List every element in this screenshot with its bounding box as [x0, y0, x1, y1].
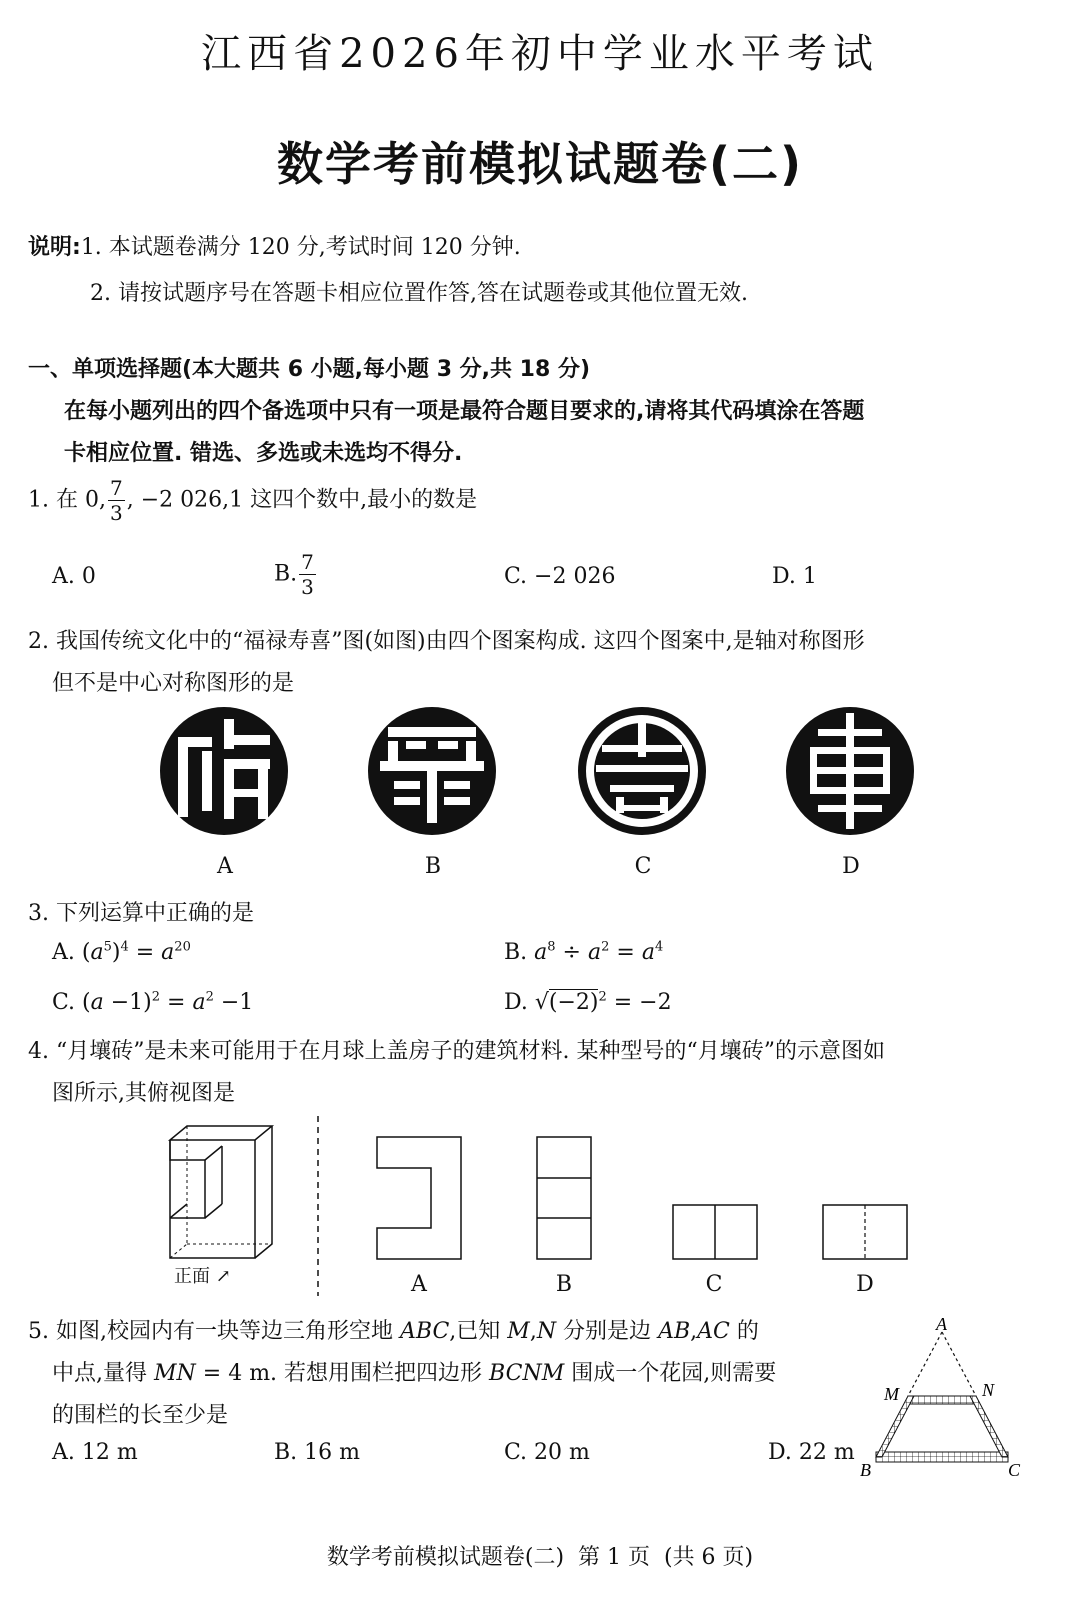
front-label: 正面 ↗ — [174, 1266, 231, 1287]
q2-label-b: B — [424, 854, 442, 879]
q3-option-c: C. $(a -1)^2 = a^2 -1$ — [52, 989, 254, 1015]
shou-emblem — [576, 705, 708, 837]
q4-label-d: D — [856, 1272, 874, 1297]
paper-title: 数学考前模拟试题卷(二) — [276, 137, 804, 191]
q5-option-c: C. 20 m — [504, 1440, 590, 1465]
notes-label: 说明: — [28, 235, 81, 260]
q1-option-a: A. 0 — [52, 564, 96, 589]
xi-emblem — [784, 705, 916, 837]
fu-emblem — [158, 705, 290, 837]
lu-emblem — [366, 705, 498, 837]
point-n: N — [982, 1380, 995, 1400]
view-d — [822, 1204, 908, 1260]
exam-title: 江西省2026年初中学业水平考试 — [201, 31, 879, 77]
vertex-a: A — [936, 1314, 947, 1334]
triangle-garden-figure — [858, 1312, 1038, 1482]
arrow-icon: ↗ — [210, 1266, 231, 1287]
q1-option-c: C. −2 026 — [504, 564, 616, 589]
q5-option-d: D. 22 m — [768, 1440, 855, 1465]
q4-label-a: A — [411, 1272, 427, 1297]
q2-line1: 2. 我国传统文化中的“福禄寿喜”图(如图)由四个图案构成. 这四个图案中,是轴对称图形 — [28, 629, 865, 654]
q2-label-a: A — [217, 854, 233, 879]
q3-stem: 3. 下列运算中正确的是 — [28, 901, 254, 926]
sqrt-sign: √ — [534, 990, 549, 1015]
section1-instr1: 在每小题列出的四个备选项中只有一项是最符合题目要求的,请将其代码填涂在答题 — [64, 399, 865, 424]
page-footer: 数学考前模拟试题卷(二) 第 1 页 (共 6 页) — [326, 1545, 754, 1570]
q5-option-b: B. 16 m — [274, 1440, 361, 1465]
q2-label-c: C — [634, 854, 652, 879]
q2-label-d: D — [842, 854, 860, 879]
q5-option-a: A. 12 m — [52, 1440, 138, 1465]
q3-option-b: B. $a^8 \div a^2 = a^4$ — [504, 939, 664, 965]
q4-line1: 4. “月壤砖”是未来可能用于在月球上盖房子的建筑材料. 某种型号的“月壤砖”的示意图如 — [28, 1039, 885, 1064]
q1-option-d: D. 1 — [772, 564, 817, 589]
view-b — [536, 1136, 592, 1260]
notes-line1 — [28, 230, 521, 261]
q5-line3: 的围栏的长至少是 — [52, 1403, 229, 1428]
vertex-c: C — [1008, 1460, 1021, 1480]
view-c — [672, 1204, 758, 1260]
vertex-b: B — [860, 1460, 871, 1480]
q3-option-d: D. $√(-2)^2 = -2$ — [504, 989, 672, 1015]
q4-label-b: B — [555, 1272, 573, 1297]
q4-label-c: C — [705, 1272, 723, 1297]
divider-dashed — [316, 1116, 320, 1296]
section1-instr2: 卡相应位置. 错选、多选或未选均不得分. — [64, 441, 463, 466]
moon-brick-3d — [160, 1120, 285, 1260]
notes-line2: 2. 请按试题序号在答题卡相应位置作答,答在试题卷或其他位置无效. — [90, 281, 748, 306]
view-a — [376, 1136, 462, 1260]
q1-fraction: $\frac{7}{3}$ — [109, 476, 123, 525]
q5-line2: 中点,量得 MN = 4 m. 若想用围栏把四边形 BCNM 围成一个花园,则需要 — [52, 1361, 777, 1386]
notes-text1: 1. 本试题卷满分 120 分,考试时间 120 分钟. — [80, 235, 521, 260]
point-m: M — [884, 1384, 899, 1404]
q2-line2: 但不是中心对称图形的是 — [52, 671, 295, 696]
q4-line2: 图所示,其俯视图是 — [52, 1081, 235, 1106]
section1-heading: 一、单项选择题(本大题共 6 小题,每小题 3 分,共 18 分) — [28, 357, 591, 382]
q5-line1: 5. 如图,校园内有一块等边三角形空地 ABC,已知 M,N 分别是边 AB,AC 的 — [28, 1319, 759, 1344]
q1-option-b: B. $\frac{7}{3}$ — [274, 550, 314, 599]
q3-option-a: A. $(a^5)^4 = a^{20}$ — [52, 939, 191, 965]
q1-stem: 1. 在 0, $\frac{7}{3}$ , −2 026,1 这四个数中,最小的数是 — [28, 476, 478, 525]
